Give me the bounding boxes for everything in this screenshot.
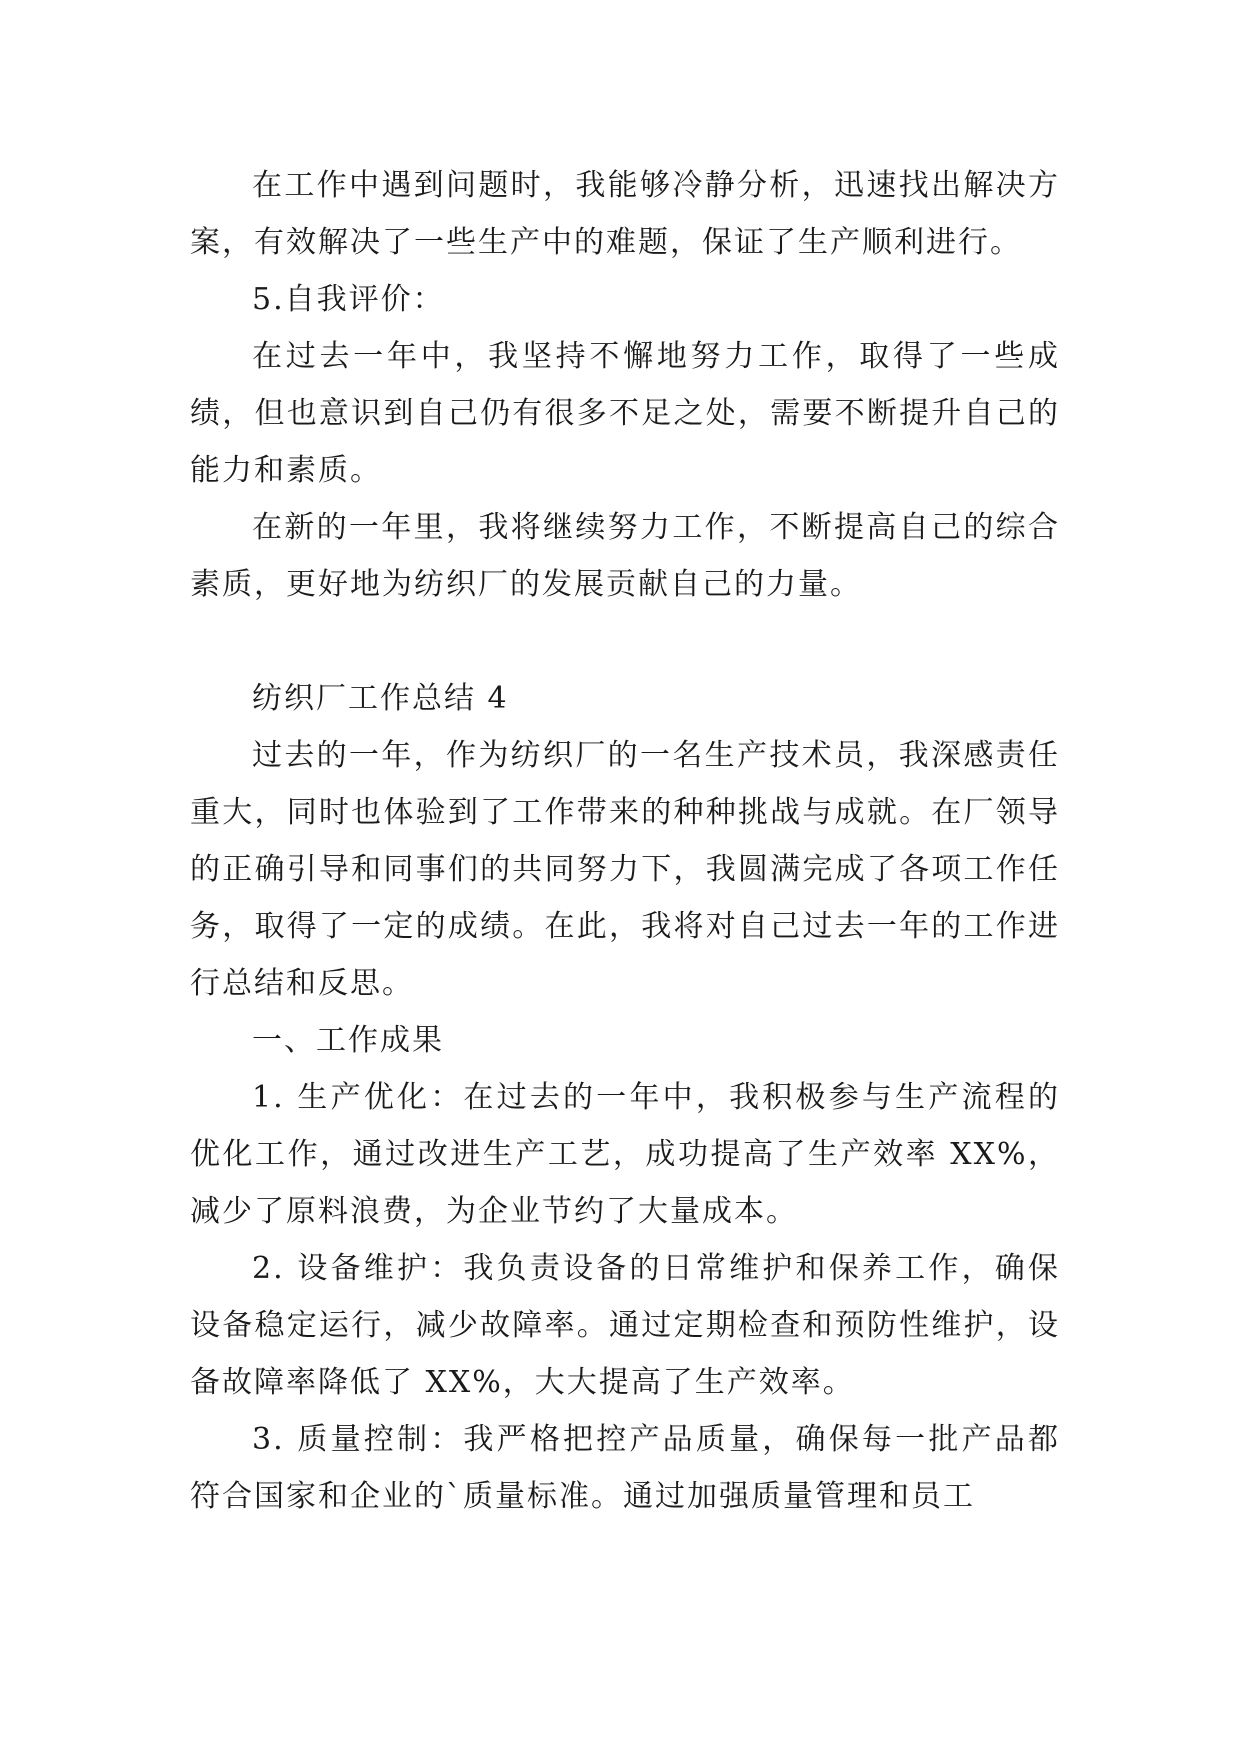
paragraph: 在新的一年里，我将继续努力工作，不断提高自己的综合素质，更好地为纺织厂的发展贡献自己的力量。: [190, 510, 1060, 602]
section-title: 纺织厂工作总结 4: [252, 681, 509, 716]
list-item: 2. 设备维护：我负责设备的日常维护和保养工作，确保设备稳定运行，减少故障率。通过定期检查和预防性维护，设备故障率降低了 XX%，大大提高了生产效率。: [190, 1251, 1060, 1400]
subheading: 一、工作成果: [252, 1023, 444, 1058]
paragraph: 过去的一年，作为纺织厂的一名生产技术员，我深感责任重大，同时也体验到了工作带来的种种挑战与成就。在厂领导的正确引导和同事们的共同努力下，我圆满完成了各项工作任务，取得了一定的成绩。在此，我将对自己过去一年的工作进行总结和反思。: [190, 738, 1060, 1001]
list-item: 1. 生产优化：在过去的一年中，我积极参与生产流程的优化工作，通过改进生产工艺，成功提高了生产效率 XX%，减少了原料浪费，为企业节约了大量成本。: [190, 1080, 1060, 1229]
paragraph: 在工作中遇到问题时，我能够冷静分析，迅速找出解决方案，有效解决了一些生产中的难题，保证了生产顺利进行。: [190, 168, 1060, 260]
document-body: [190, 157, 1060, 1525]
paragraph: 在过去一年中，我坚持不懈地努力工作，取得了一些成绩，但也意识到自己仍有很多不足之处，需要不断提升自己的能力和素质。: [190, 339, 1060, 488]
numbered-heading: 5.自我评价：: [252, 282, 445, 317]
list-item: 3. 质量控制：我严格把控产品质量，确保每一批产品都符合国家和企业的`质量标准。通过加强质量管理和员工: [190, 1422, 1060, 1514]
section-spacer: [190, 613, 1060, 670]
